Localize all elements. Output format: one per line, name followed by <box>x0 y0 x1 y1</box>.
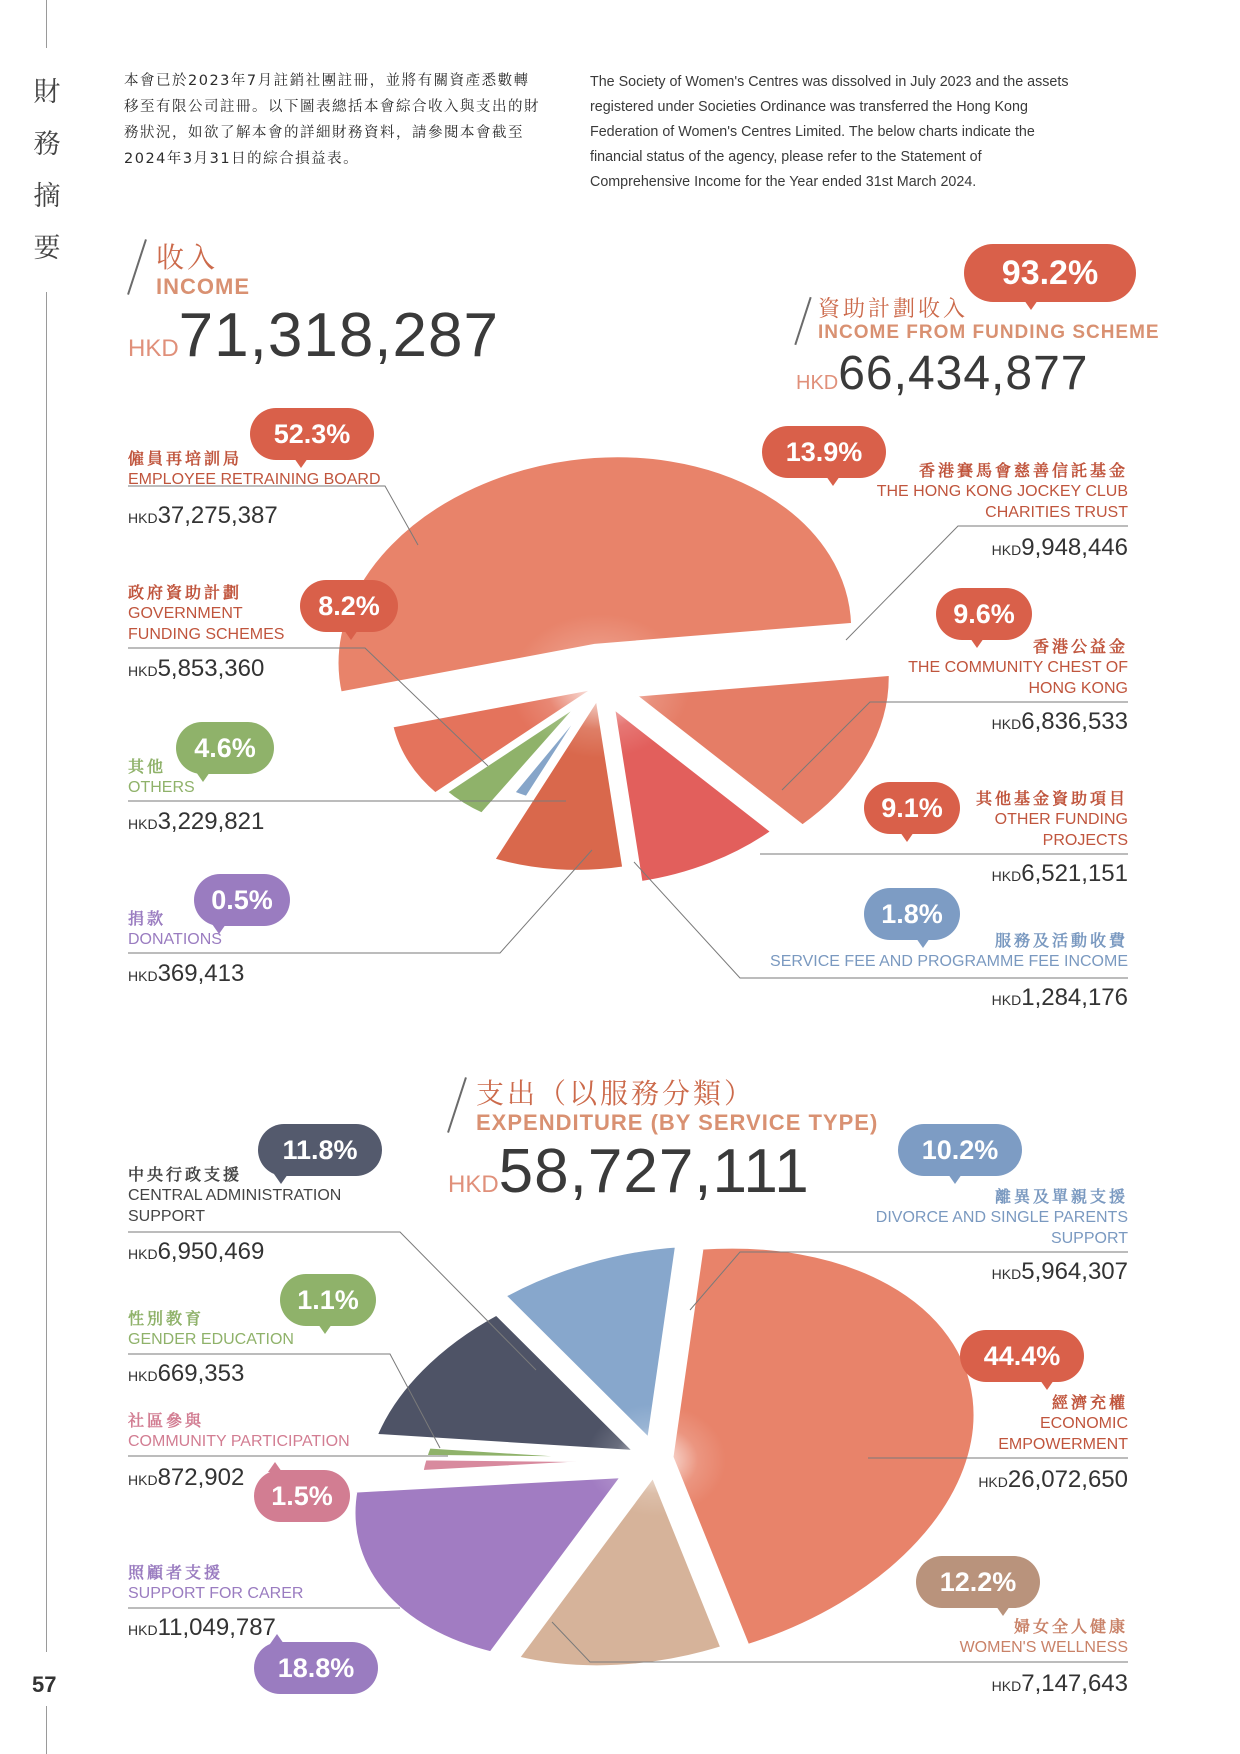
funding-scheme-value: 66,434,877 <box>838 347 1089 400</box>
label-en: OTHER FUNDING PROJECTS <box>994 811 1128 849</box>
label-zh: 中央行政支援 <box>128 1165 243 1184</box>
amount-value: 669,353 <box>157 1360 245 1387</box>
expenditure-label-economic <box>928 1390 1128 1455</box>
amount-value: 37,275,387 <box>157 502 278 529</box>
label-en: DIVORCE AND SINGLE PARENTS SUPPORT <box>875 1209 1128 1247</box>
currency: HKD <box>991 1266 1022 1282</box>
label-en: COMMUNITY PARTICIPATION <box>128 1433 350 1450</box>
bubble-tail <box>900 832 914 842</box>
funding-scheme-pct-bubble: 93.2% <box>964 244 1136 302</box>
income-amount-jockey-club <box>992 534 1128 562</box>
label-zh: 捐款 <box>128 909 167 928</box>
income-label-others <box>128 754 195 798</box>
expenditure-amount-divorce <box>992 1258 1128 1286</box>
expenditure-amount-central-admin <box>128 1238 264 1266</box>
amount-value: 7,147,643 <box>1021 1670 1128 1697</box>
amount-value: 872,902 <box>157 1464 245 1491</box>
label-zh: 照顧者支援 <box>128 1563 224 1582</box>
income-pct-bubble: 52.3% <box>250 408 374 460</box>
income-label-other-funding <box>928 786 1128 851</box>
label-en: SUPPORT FOR CARER <box>128 1585 304 1602</box>
label-en: OTHERS <box>128 779 195 796</box>
amount-value: 9,948,446 <box>1021 534 1128 561</box>
income-amount-other-funding <box>992 860 1128 888</box>
label-en: GOVERNMENT FUNDING SCHEMES <box>128 605 285 643</box>
label-zh: 離異及單親支援 <box>994 1187 1128 1206</box>
income-label-erb <box>128 446 381 490</box>
expenditure-amount-gender-education <box>128 1360 244 1388</box>
currency: HKD <box>991 542 1022 558</box>
amount-value: 369,413 <box>157 960 245 987</box>
expenditure-pct-bubble: 11.8% <box>258 1124 382 1176</box>
intro-text-zh: 本會已於2023年7月註銷社團註冊，並將有關資產悉數轉移至有限公司註冊。以下圖表總括本會綜合收入與支出的財務狀況，如欲了解本會的詳細財務資料，請參閱本會截至2024年3月31日的綜合損益表。 <box>124 73 540 167</box>
expenditure-title-zh: 支出（以服務分類） <box>476 1077 756 1110</box>
label-zh: 香港賽馬會慈善信託基金 <box>918 461 1128 480</box>
income-pct-bubble: 13.9% <box>762 426 886 478</box>
currency: HKD <box>128 1368 158 1384</box>
expenditure-amount-community-participation <box>128 1464 244 1492</box>
bubble-tail <box>268 1462 282 1472</box>
label-zh: 經濟充權 <box>1051 1393 1128 1412</box>
amount-value: 6,521,151 <box>1021 860 1128 887</box>
amount-value: 6,950,469 <box>157 1238 265 1265</box>
income-label-government <box>128 580 303 645</box>
currency: HKD <box>128 1472 158 1488</box>
label-zh: 其他基金資助項目 <box>975 789 1128 808</box>
income-total-currency: HKD <box>128 335 179 362</box>
expenditure-label-community-participation <box>128 1408 350 1452</box>
expenditure-total-value: 58,727,111 <box>498 1137 810 1206</box>
label-zh: 社區參與 <box>128 1411 205 1430</box>
income-title-en: INCOME <box>156 274 250 299</box>
label-en: WOMEN'S WELLNESS <box>959 1639 1128 1656</box>
expenditure-title-en: EXPENDITURE (BY SERVICE TYPE) <box>476 1110 879 1135</box>
label-zh: 政府資助計劃 <box>128 583 243 602</box>
expenditure-label-support-for-carer <box>128 1560 303 1604</box>
label-en: EMPLOYEE RETRAINING BOARD <box>128 471 381 488</box>
side-title-char: 摘 <box>33 181 61 212</box>
currency: HKD <box>991 716 1022 732</box>
currency: HKD <box>991 868 1022 884</box>
label-en: GENDER EDUCATION <box>128 1331 294 1348</box>
amount-value: 5,853,360 <box>157 655 265 682</box>
currency: HKD <box>128 968 158 984</box>
income-amount-community-chest <box>992 708 1128 736</box>
side-title-char: 務 <box>33 129 61 160</box>
currency: HKD <box>128 816 158 832</box>
expenditure-pct-bubble: 18.8% <box>254 1642 378 1694</box>
currency: HKD <box>128 663 158 679</box>
currency: HKD <box>978 1474 1008 1490</box>
intro-text-en: The Society of Women's Centres was dissolved in July 2023 and the assets registered under Societies Ordinance was transferred the Hong Kong Federation of Women's Centres Limited. The below charts indicate the financial status of the agency, please refer to the Statement of Comprehensive Income for the Year ended 31st March 2024. <box>590 74 1069 190</box>
expenditure-label-divorce <box>858 1184 1128 1249</box>
amount-value: 5,964,307 <box>1021 1258 1128 1285</box>
expenditure-label-central-admin <box>128 1162 368 1227</box>
label-zh: 僱員再培訓局 <box>128 449 243 468</box>
side-title-char: 要 <box>33 233 61 264</box>
income-pct-bubble: 9.6% <box>936 588 1032 640</box>
label-en: DONATIONS <box>128 931 222 948</box>
amount-value: 6,836,533 <box>1021 708 1128 735</box>
funding-scheme-currency: HKD <box>796 372 839 394</box>
label-en: CENTRAL ADMINISTRATION SUPPORT <box>128 1187 342 1225</box>
income-amount-erb <box>128 502 278 530</box>
side-title-char: 財 <box>33 77 61 108</box>
income-label-service-fee <box>708 928 1128 972</box>
expenditure-pct-bubble: 1.1% <box>280 1274 376 1326</box>
income-amount-government <box>128 655 264 683</box>
label-zh: 其他 <box>128 757 167 776</box>
currency: HKD <box>128 1622 158 1638</box>
label-zh: 服務及活動收費 <box>994 931 1128 950</box>
funding-scheme-title-en: INCOME FROM FUNDING SCHEME <box>818 322 1160 343</box>
income-pct-bubble: 0.5% <box>194 874 290 926</box>
income-amount-donations <box>128 960 244 988</box>
income-title-zh: 收入 <box>156 241 219 274</box>
expenditure-amount-economic <box>978 1466 1128 1494</box>
income-pct-bubble: 4.6% <box>176 722 274 774</box>
currency: HKD <box>128 510 158 526</box>
currency: HKD <box>991 992 1022 1008</box>
bubble-tail <box>344 630 358 640</box>
label-zh: 香港公益金 <box>1032 637 1128 656</box>
label-en: SERVICE FEE AND PROGRAMME FEE INCOME <box>770 953 1128 970</box>
income-pct-bubble: 8.2% <box>300 580 398 632</box>
funding-scheme-title-zh: 資助計劃收入 <box>818 297 969 322</box>
expenditure-amount-wellness <box>992 1670 1128 1698</box>
pie-center-glow <box>586 1404 726 1516</box>
expenditure-label-gender-education <box>128 1306 294 1350</box>
bubble-tail <box>270 1634 284 1644</box>
expenditure-pct-bubble: 1.5% <box>254 1470 350 1522</box>
bubble-tail <box>318 1324 332 1334</box>
income-label-jockey-club <box>808 458 1128 523</box>
label-en: ECONOMIC EMPOWERMENT <box>998 1415 1128 1453</box>
income-total-value: 71,318,287 <box>178 301 499 370</box>
currency: HKD <box>991 1678 1022 1694</box>
bubble-tail <box>196 772 210 782</box>
page-number: 57 <box>32 1672 57 1697</box>
expenditure-pct-bubble: 12.2% <box>916 1556 1040 1608</box>
amount-value: 3,229,821 <box>157 808 265 835</box>
expenditure-pct-bubble: 10.2% <box>898 1124 1022 1176</box>
income-pct-bubble: 1.8% <box>864 888 960 940</box>
pie-center-glow <box>510 614 690 758</box>
income-amount-service-fee <box>992 984 1128 1012</box>
income-amount-others <box>128 808 264 836</box>
label-zh: 婦女全人健康 <box>1013 1617 1128 1636</box>
bubble-tail <box>948 1174 962 1184</box>
income-label-community-chest <box>868 634 1128 699</box>
expenditure-amount-support-for-carer <box>128 1614 276 1642</box>
amount-value: 26,072,650 <box>1007 1466 1128 1493</box>
expenditure-total-currency: HKD <box>448 1171 499 1198</box>
label-en: THE HONG KONG JOCKEY CLUB CHARITIES TRUST <box>876 483 1128 521</box>
income-pct-bubble: 9.1% <box>864 782 960 834</box>
expenditure-pct-bubble: 44.4% <box>960 1330 1084 1382</box>
currency: HKD <box>128 1246 158 1262</box>
label-zh: 性別教育 <box>128 1309 205 1328</box>
expenditure-label-wellness <box>908 1614 1128 1658</box>
income-label-donations <box>128 906 222 950</box>
amount-value: 1,284,176 <box>1021 984 1128 1011</box>
amount-value: 11,049,787 <box>157 1614 276 1641</box>
label-en: THE COMMUNITY CHEST OF HONG KONG <box>908 659 1128 697</box>
bubble-tail <box>1040 1380 1054 1390</box>
